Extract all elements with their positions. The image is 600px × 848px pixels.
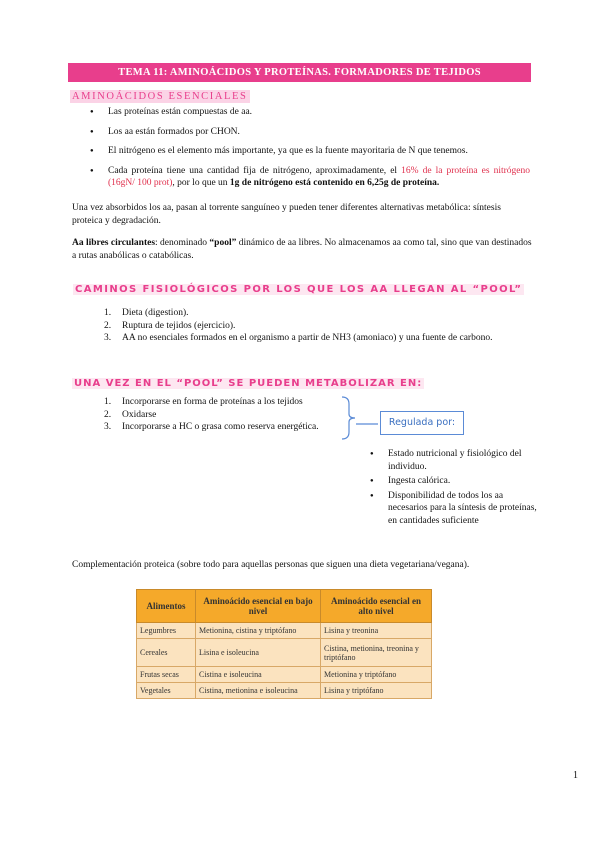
list-item: ● Los aa están formados por CHON. [90,126,530,139]
table-cell: Vegetales [137,683,196,699]
list-item-text: Incorporarse en forma de proteínas a los tejidos [122,397,303,407]
list-item: ● Estado nutricional y fisiológico del individuo. [370,448,540,473]
bullet4-highlight: 16% de la proteína es nitrógeno (16gN/ 100 prot) [108,165,530,188]
list-item-text: Ruptura de tejidos (ejercicio). [122,320,236,331]
list-item: ● Disponibilidad de todos los aa necesarios para la síntesis de proteínas, en cantidades suficiente [370,490,540,528]
table-header: Alimentos [137,590,196,623]
list-item: ● Ingesta calórica. [370,475,540,488]
regulation-factors-list [370,448,540,529]
list-item: 1. Dieta (digestion). [104,308,189,318]
title-banner: TEMA 11: AMINOÁCIDOS Y PROTEÍNAS. FORMADORES DE TEJIDOS [68,63,531,82]
list-item [90,165,530,190]
table-row [137,683,432,699]
list-item: 2. Oxidarse [104,409,157,420]
arrow-right-icon [356,421,378,427]
regulada-box: Regulada por: [380,411,464,435]
table-row [137,623,432,639]
table-cell: Lisina y treonina [321,623,432,639]
heading-caminos-fisiologicos: CAMINOS FISIOLÓGICOS POR LOS QUE LOS AA LLEGAN AL “POOL” [75,284,523,295]
table-header: Aminoácido esencial en alto nivel [321,590,432,623]
list-item: ● El nitrógeno es el elemento más importante, ya que es la fuente mayoritaria de N que tenemos. [90,145,530,158]
bullet4-bold: 1g de nitrógeno está contenido en 6,25g de proteína. [229,178,440,188]
table-row [137,667,432,683]
table-cell: Lisina y triptófano [321,683,432,699]
table-cell: Metionina y triptófano [321,667,432,683]
table-row [137,639,432,667]
paragraph-absorption: Una vez absorbidos los aa, pasan al torrente sanguíneo y pueden tener diferentes alternativas metabólica: síntesis proteica y degradación. [72,203,501,226]
list-item-text: Dieta (digestion). [122,308,189,318]
pathways-list [86,307,546,345]
bullet4-text-b: , por lo que un [172,178,230,188]
table-cell: Cistina, metionina, treonina y triptófano [321,639,432,667]
list-item: ● Las proteínas están compuestas de aa. [90,106,530,119]
free-aa-text-a: : denominado [155,238,210,248]
list-item: 3. Incorporarse a HC o grasa como reserva energética. [104,422,319,432]
essentials-bullet-list [90,106,530,197]
heading-metabolizar: UNA VEZ EN EL “POOL” SE PUEDEN METABOLIZAR EN: [74,378,423,389]
table-cell: Cereales [137,639,196,667]
table-header-row [137,590,432,623]
free-aa-text-b: dinámico de aa libres. No almacenamos aa como tal, sino que van destinados a rutas anabólicas o catabólicas. [72,238,532,261]
table-cell: Metionina, cistina y triptófano [196,623,321,639]
list-item: 2. Ruptura de tejidos (ejercicio). [104,320,236,331]
list-item: 3. AA no esenciales formados en el organismo a partir de NH3 (amoniaco) y una fuente de carbono. [104,333,493,343]
paragraph-free-aa [72,237,532,262]
table-header: Aminoácido esencial en bajo nivel [196,590,321,623]
right-brace-icon [340,396,358,440]
table-cell: Legumbres [137,623,196,639]
table-cell: Cistina e isoleucina [196,667,321,683]
pool-term: “pool” [209,238,237,248]
table-cell: Frutas secas [137,667,196,683]
free-aa-term: Aa libres circulantes [72,238,156,248]
list-item-text: AA no esenciales formados en el organismo a partir de NH3 (amoniaco) y una fuente de carbono. [122,333,493,343]
list-item-text: Oxidarse [122,409,157,420]
table-cell: Cistina, metionina e isoleucina [196,683,321,699]
list-item-text: Incorporarse a HC o grasa como reserva energética. [122,422,319,432]
page-number: 1 [573,770,578,781]
heading-aminoacidos-esenciales: AMINOÁCIDOS ESENCIALES [72,91,248,102]
list-item: 1. Incorporarse en forma de proteínas a los tejidos [104,397,303,407]
table-cell: Lisina e isoleucina [196,639,321,667]
protein-complement-table [136,589,432,699]
paragraph-complementacion: Complementación proteica (sobre todo para aquellas personas que siguen una dieta vegetariana/vegana). [72,560,470,570]
bullet4-text-a: Cada proteína tiene una cantidad fija de nitrógeno, aproximadamente, el [108,165,402,176]
